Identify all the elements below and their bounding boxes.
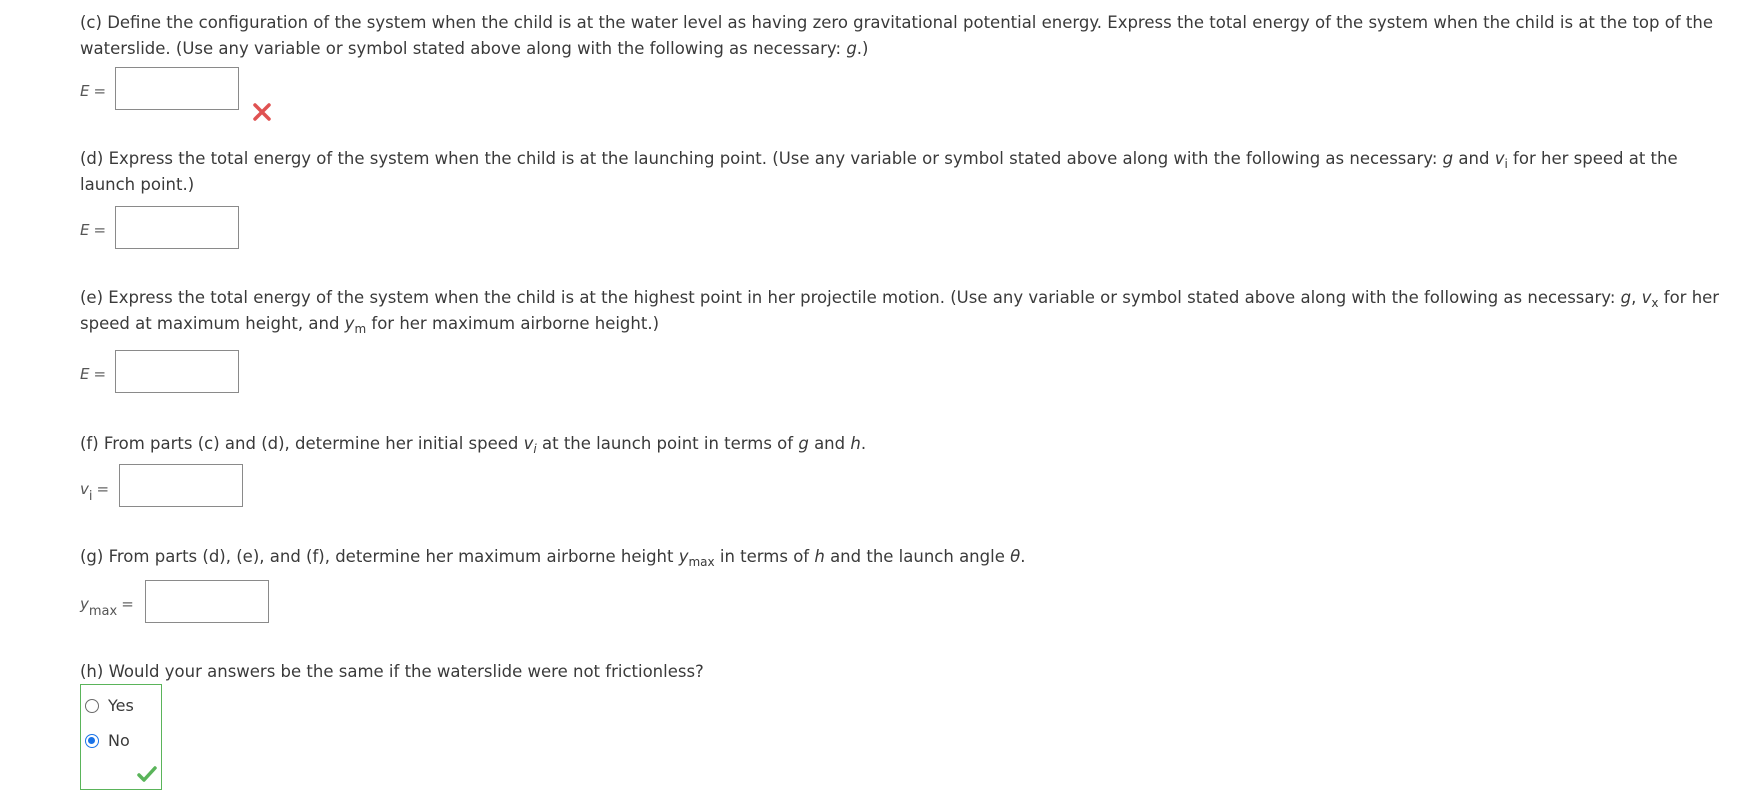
var-g: g: [798, 434, 809, 453]
part-f-text: (f) From parts (c) and (d), determine her initial speed: [80, 434, 524, 453]
red-x-icon: [251, 101, 273, 123]
part-c-prompt: [80, 10, 1730, 62]
var-y-subscript: m: [354, 322, 367, 336]
option-no[interactable]: [85, 731, 130, 750]
radio-yes[interactable]: [85, 699, 99, 713]
option-yes-label: Yes: [108, 696, 134, 715]
equals-sign: =: [93, 221, 107, 239]
speed-subscript: i: [88, 489, 93, 504]
equals-sign: =: [93, 82, 107, 100]
part-g-text-mid2: and the launch angle: [824, 547, 1011, 566]
var-y: y: [344, 314, 355, 333]
energy-symbol: E: [80, 365, 90, 383]
var-v: v: [1494, 149, 1505, 168]
part-c-answer-input[interactable]: [115, 67, 239, 110]
speed-symbol: v: [80, 480, 89, 498]
part-h-options: [80, 684, 162, 790]
part-f-label: [80, 480, 109, 504]
part-e-label: [80, 365, 106, 383]
part-c-label: [80, 82, 106, 100]
part-f-answer-input[interactable]: [119, 464, 243, 507]
var-h: h: [814, 547, 825, 566]
part-g-text-end: .: [1020, 547, 1026, 566]
part-h-prompt: [80, 659, 1730, 685]
part-g-text: (g) From parts (d), (e), and (f), determine her maximum airborne height: [80, 547, 679, 566]
part-c-text-end: .): [856, 39, 869, 58]
part-f-prompt: [80, 431, 1730, 457]
part-e-prompt: [80, 285, 1730, 337]
part-e-text-end: for her maximum airborne height.): [366, 314, 660, 333]
option-no-label: No: [108, 731, 130, 750]
var-g: g: [846, 39, 857, 58]
part-c-text: (c) Define the configuration of the system when the child is at the water level as having zero gravitational potential energy. Express the total energy of the system when the child is at the top of the waterslide. (Use any variable or symbol stated above along with the following as necessary:: [80, 13, 1713, 58]
option-yes[interactable]: [85, 696, 134, 715]
part-f-text-end: .: [860, 434, 867, 453]
part-g-answer-input[interactable]: [145, 580, 269, 623]
energy-symbol: E: [80, 221, 90, 239]
var-g: g: [1442, 149, 1454, 168]
var-y: y: [678, 547, 689, 566]
part-g-prompt: [80, 544, 1730, 570]
radio-no[interactable]: [85, 734, 99, 748]
equals-sign: =: [93, 365, 107, 383]
height-subscript: max: [88, 604, 118, 619]
var-h: h: [850, 434, 861, 453]
part-f-text-mid: at the launch point in terms of: [536, 434, 799, 453]
part-d-prompt: [80, 146, 1730, 198]
equals-sign: =: [121, 595, 134, 613]
equals-sign: =: [96, 480, 110, 498]
part-d-label: [80, 221, 106, 239]
var-v: v: [1641, 288, 1652, 307]
var-v-subscript: i: [1504, 157, 1508, 171]
part-e-text-mid: for her speed at maximum height, and: [80, 288, 1720, 333]
part-g-text-mid: in terms of: [714, 547, 815, 566]
var-y-subscript: max: [688, 555, 715, 569]
green-check-icon: [137, 765, 157, 783]
energy-symbol: E: [80, 82, 90, 100]
part-f-and: and: [808, 434, 851, 453]
part-g-label: [80, 595, 134, 619]
part-h-question: (h) Would your answers be the same if the waterslide were not frictionless?: [80, 662, 704, 681]
part-d-text: (d) Express the total energy of the system when the child is at the launching point. (Use any variable or symbol stated above along with the following as necessary:: [80, 149, 1443, 168]
part-d-text-end: for her speed at the launch point.): [80, 149, 1678, 194]
var-v: v: [523, 434, 534, 453]
var-v-subscript: x: [1651, 296, 1659, 310]
var-g: g: [1620, 288, 1632, 307]
part-d-answer-input[interactable]: [115, 206, 239, 249]
part-d-and: and: [1453, 149, 1495, 168]
part-e-answer-input[interactable]: [115, 350, 239, 393]
comma: ,: [1631, 288, 1642, 307]
var-theta: θ: [1010, 547, 1021, 566]
height-symbol: y: [80, 595, 89, 613]
part-e-text: (e) Express the total energy of the system when the child is at the highest point in her projectile motion. (Use any variable or symbol stated above along with the following as necessary:: [80, 288, 1621, 307]
var-v-subscript: i: [533, 442, 537, 456]
